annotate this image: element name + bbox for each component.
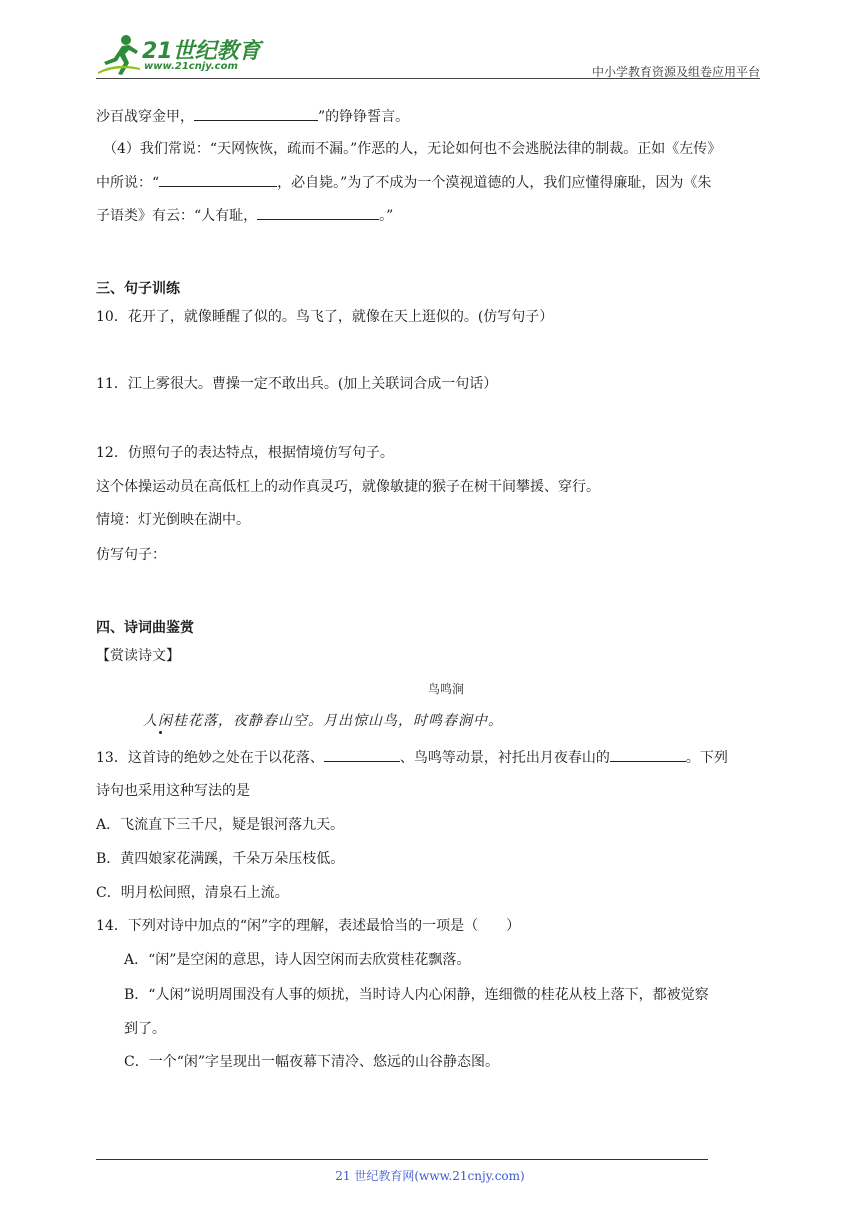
answer-blank[interactable]	[159, 172, 277, 187]
option-c[interactable]: C．明月松间照，清泉石上流。	[96, 885, 289, 901]
answer-blank[interactable]	[610, 747, 686, 762]
answer-blank[interactable]	[194, 106, 318, 121]
question-13: 13．这首诗的绝妙之处在于以花落、 、鸟鸣等动景，衬托出月夜春山的 。下列	[96, 747, 728, 768]
logo-url: www.21cnjy.com	[144, 61, 238, 72]
logo-text: 21世纪教育	[142, 39, 261, 64]
question-12: 12．仿照句子的表达特点，根据情境仿写句子。	[96, 445, 394, 461]
option-b[interactable]: B．黄四娘家花满蹊，千朵万朵压枝低。	[96, 851, 345, 867]
question-14: 14．下列对诗中加点的“闲”字的理解，表述最恰当的一项是（ ）	[96, 918, 521, 934]
answer-blank[interactable]	[257, 205, 379, 220]
text-line: 中所说：“ ，必自毙。”为了不成为一个漠视道德的人，我们应懂得廉耻，因为《朱	[96, 172, 711, 193]
question-4: （4）我们常说：“天网恢恢，疏而不漏。”作恶的人，无论如何也不会逃脱法律的制裁。正如《左传》	[103, 141, 722, 157]
platform-name: 中小学教育资源及组卷应用平台	[591, 65, 760, 79]
footer-link[interactable]: 21 世纪教育网(www.21cnjy.com)	[335, 1169, 525, 1183]
question-11: 11．江上雾很大。曹操一定不敢出兵。(加上关联词合成一句话）	[96, 376, 498, 392]
emphasis-dot	[159, 731, 162, 734]
section-heading: 三、句子训练	[96, 281, 180, 297]
poem-title: 鸟鸣涧	[428, 682, 465, 696]
runner-icon	[96, 32, 142, 78]
answer-blank[interactable]	[324, 747, 400, 762]
option-b-continued[interactable]: 到了。	[124, 1021, 166, 1037]
page-header	[96, 30, 760, 80]
example-sentence: 这个体操运动员在高低杠上的动作真灵巧，就像敏捷的猴子在树干间攀援、穿行。	[96, 479, 600, 495]
context-text: 情境：灯光倒映在湖中。	[96, 512, 250, 528]
text-line: 诗句也采用这种写法的是	[96, 783, 250, 799]
text-line: 沙百战穿金甲， ”的铮铮誓言。	[96, 106, 409, 127]
site-logo	[96, 30, 276, 78]
write-prompt: 仿写句子：	[96, 547, 166, 563]
option-c[interactable]: C．一个“闲”字呈现出一幅夜幕下清冷、悠远的山谷静态图。	[124, 1054, 500, 1070]
section-heading: 四、诗词曲鉴赏	[96, 620, 194, 636]
header-divider	[96, 78, 760, 79]
poem-text: 人闲桂花落，夜静春山空。月出惊山鸟，时鸣春涧中。	[143, 713, 503, 729]
text-line: 子语类》有云：“人有耻， 。”	[96, 205, 393, 226]
subsection-label: 【赏读诗文】	[96, 648, 180, 664]
footer-divider	[96, 1159, 708, 1160]
option-a[interactable]: A．飞流直下三千尺，疑是银河落九天。	[96, 817, 345, 833]
option-b[interactable]: B．“人闲”说明周围没有人事的烦扰，当时诗人内心闲静，连细微的桂花从枝上落下，都被觉察	[124, 987, 709, 1003]
option-a[interactable]: A．“闲”是空闲的意思，诗人因空闲而去欣赏桂花飘落。	[124, 952, 471, 968]
question-10: 10．花开了，就像睡醒了似的。鸟飞了，就像在天上逛似的。(仿写句子）	[96, 309, 554, 325]
